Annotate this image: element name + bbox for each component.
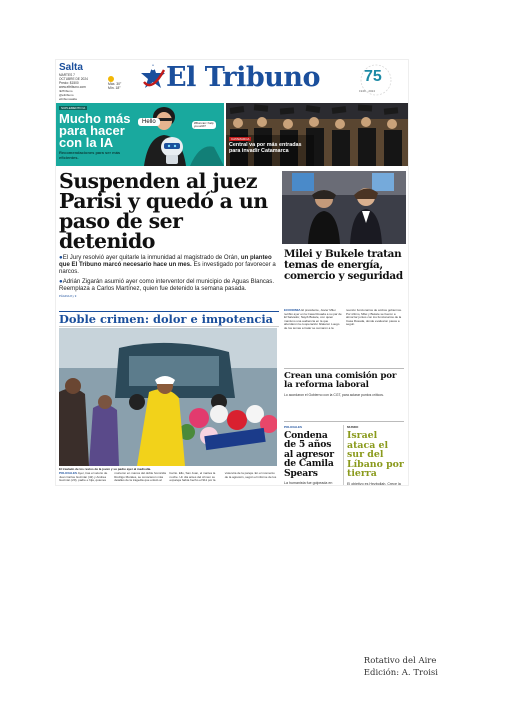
funeral-scene-photo	[59, 328, 277, 466]
promo-band	[56, 103, 408, 166]
promo-catamarca-tag: CATAMARCA	[231, 137, 250, 141]
bullet-icon: ●	[59, 278, 63, 285]
anniversary-badge	[356, 63, 400, 99]
israel-headline: Israel ataca el sur del Líbano por tierra	[347, 430, 404, 480]
newspaper-front-page	[56, 60, 408, 485]
credit-program: Rotativo del Aire	[363, 656, 437, 666]
graduation-crowd-photo	[226, 103, 408, 166]
logo-star-icon	[140, 62, 166, 96]
lead-bullet-1-end: Es investigado por favorecer a narcos.	[59, 261, 276, 275]
promo-ai-headline: Mucho más para hacer con la IA	[59, 111, 131, 150]
newspaper-logo: El Tribuno	[166, 62, 320, 93]
divider	[284, 368, 404, 369]
promo-ai-subhead: Recomendaciones para ser más eficientes.	[59, 150, 121, 160]
lead-page-ref: PÁGINA 8 y 9	[59, 294, 77, 298]
spears-tag: POLICIALES	[284, 425, 303, 429]
promo-ai[interactable]	[56, 103, 224, 166]
date-line-1: MARTES 7	[59, 73, 75, 77]
milei-bukele-headline[interactable]: Milei y Bukele tratan temas de energía, comercio y seguridad	[284, 248, 403, 282]
temp-max: Máx. 30°	[108, 82, 122, 86]
economy-label: ECONOMÍA	[284, 309, 301, 312]
promo-catamarca[interactable]	[226, 103, 408, 166]
israel-subhead: El objetivo es Hezbollah. Crece la	[347, 481, 401, 485]
edition-city: Salta	[59, 62, 83, 73]
masthead	[56, 60, 408, 102]
anniversary-number: 75	[364, 68, 382, 85]
social-twitter: @eltribuno	[59, 92, 74, 97]
lead-bullet-2-text: Adrián Zigarán asumió ayer como interventor del municipio de Aguas Blancas. Reemplaza a Carlos Martínez, quien fue detenido la semana pasada.	[59, 278, 275, 292]
divider	[284, 421, 404, 422]
social-instagram: eltribunosalta	[59, 96, 77, 101]
speech-bubble-help: What can I help you with?	[192, 121, 216, 129]
credits	[364, 656, 438, 679]
crime-label: POLICIALES	[59, 472, 78, 475]
labor-subhead: Lo acordaron el Gobierno con la CGT, para aclarar puntos críticos.	[284, 393, 384, 397]
crime-caption: El traslado de los restos de la joven y su padre ayer al mediodía.	[59, 467, 152, 471]
weather	[108, 76, 121, 91]
bullet-icon: ●	[59, 254, 63, 261]
israel-story[interactable]	[343, 425, 405, 485]
date-line-2: OCTUBRE DE 2024	[59, 77, 88, 81]
israel-tag: MUNDO	[347, 425, 359, 429]
promo-ai-tag: SUPLEMENTO IA	[61, 106, 86, 110]
lead-story[interactable]	[59, 171, 279, 298]
milei-bukele-photo	[282, 171, 406, 244]
milei-bukele-body	[284, 309, 404, 349]
milei-bukele-body-text: El presidente, Javier Milei recibió ayer en la Casa Rosada a su par de El Salvador, Nayib Bukele, con quien mantuvo una audiencia en la que abordaron la cooperación bilateral. Luego de los temas a tratar se sumaron a la reunión funcionarios de ambos gobiernos. Por último, Milei y Bukele se fueron a almorzar juntos con los funcionarios de la Casa Rosada, donde evaluaron pasos a seguir.	[284, 309, 402, 330]
crime-body-text: Ayer, tras el velorio de Juan Carlos Guzmán (42) y Andrea Guzmán (20), padre e hija, quienes murieron en manos del doble homicida Rodrigo Morales, se conocieron más detalles de la tragedia que enlutó al barrio. Ello, San Juan, el martes la noche. Un día antes del crimen su expareja había hecho el 911 por la violencia de la pareja. En el momento de la agresión, según el informe de los	[59, 472, 277, 483]
credit-editor: Edición: A. Troisi	[363, 667, 438, 678]
lead-bullet-1-bold: un planteo que El Tribuno marcó necesario hace un mes.	[59, 254, 272, 268]
website: www.eltribuno.com	[59, 85, 86, 89]
presidents-photo	[282, 171, 406, 244]
promo-catamarca-headline: Central va por más entradas para invadir Catamarca	[229, 142, 302, 154]
speech-bubble-hello: Hello	[138, 118, 160, 126]
lead-bullet-1-text: El Jury resolvió ayer quitarle la inmunidad al magistrado de Orán,	[62, 254, 241, 261]
lead-headline: Suspenden al juez Parisi y quedó a un paso de ser detenido	[59, 169, 268, 253]
labor-headline[interactable]: Crean una comisión por la reforma laboral	[284, 371, 397, 390]
crime-headline[interactable]: Doble crimen: dolor e impotencia	[59, 311, 279, 327]
spears-story[interactable]	[284, 425, 342, 485]
social-facebook: /ElTribuno	[59, 89, 73, 93]
anniversary-years: 1949 - 2024	[359, 89, 376, 93]
robot-and-man-illustration	[142, 103, 224, 166]
spears-headline: Condena de 5 años al agresor de Camila Spears	[284, 430, 334, 479]
lead-bullet-2	[59, 278, 279, 292]
crime-photo	[59, 328, 277, 466]
crime-body	[59, 472, 277, 485]
social-handles	[59, 90, 123, 101]
spears-subhead: La humanista fue golpeada en	[284, 481, 333, 485]
lead-bullet-1	[59, 254, 279, 275]
temp-min: Mín. 18°	[108, 86, 121, 91]
price-line: Precio: $1500	[59, 81, 79, 85]
